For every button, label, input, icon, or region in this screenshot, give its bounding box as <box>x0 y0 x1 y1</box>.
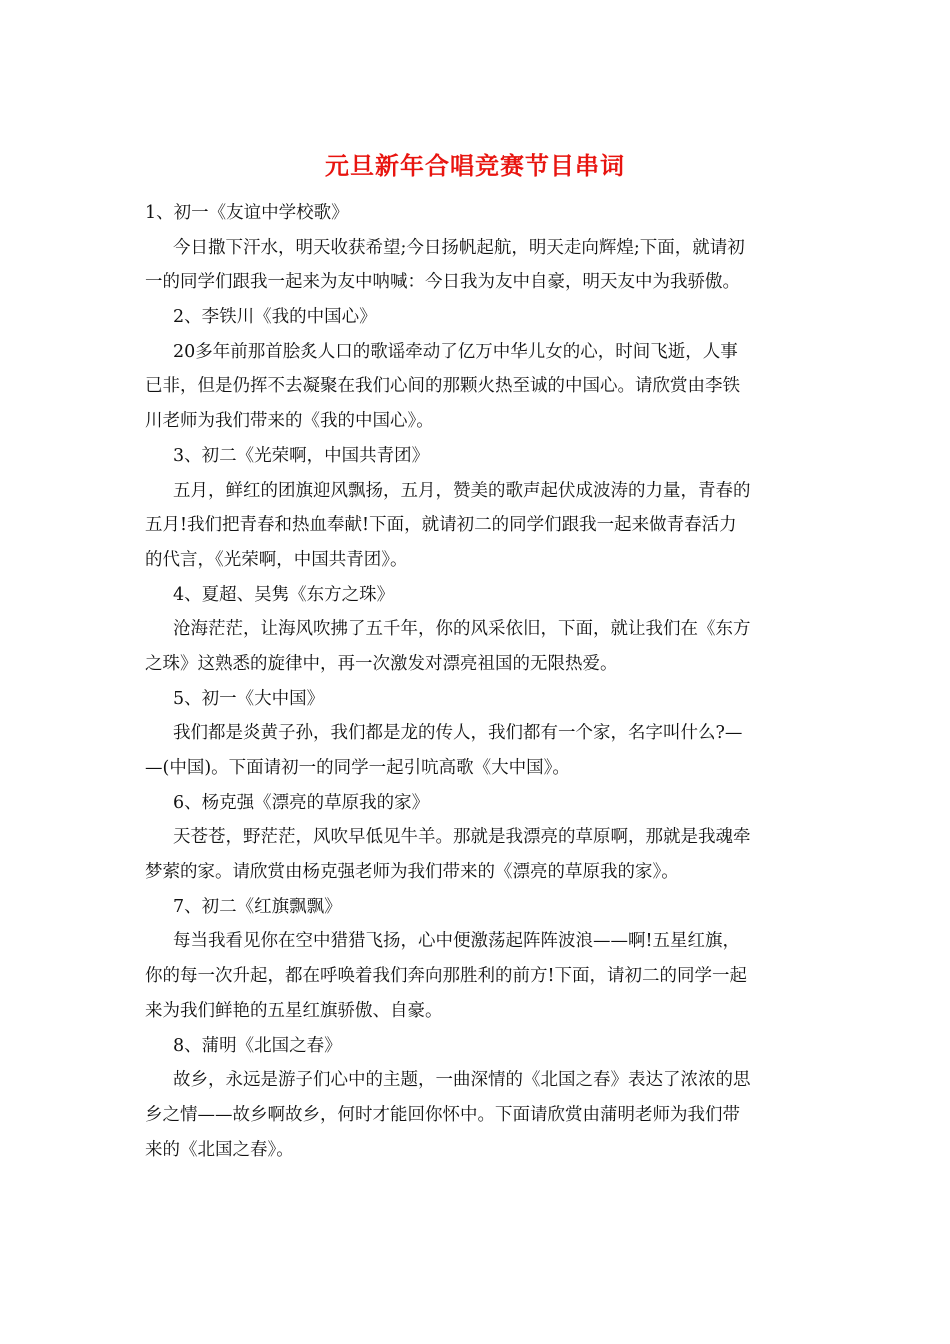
text-line: 五月!我们把青春和热血奉献!下面，就请初二的同学们跟我一起来做青春活力 <box>145 515 737 536</box>
text-line: 川老师为我们带来的《我的中国心》。 <box>145 411 434 432</box>
text-line: 6、杨克强《漂亮的草原我的家》 <box>173 792 430 813</box>
text-line: 每当我看见你在空中猎猎飞扬，心中便激荡起阵阵波浪——啊!五星红旗， <box>173 931 741 952</box>
text-line: 4、夏超、吴隽《东方之珠》 <box>173 584 395 605</box>
text-line: 沧海茫茫，让海风吹拂了五千年，你的风采依旧，下面，就让我们在《东方 <box>173 619 751 640</box>
text-line: 乡之情——故乡啊故乡，何时才能回你怀中。下面请欣赏由蒲明老师为我们带 <box>145 1104 740 1125</box>
text-line: 来的《北国之春》。 <box>145 1139 294 1160</box>
text-line: 来为我们鲜艳的五星红旗骄傲、自豪。 <box>145 1000 443 1021</box>
text-line: 已非，但是仍挥不去凝聚在我们心间的那颗火热至诚的中国心。请欣赏由李铁 <box>145 376 740 397</box>
text-line: 故乡，永远是游子们心中的主题，一曲深情的《北国之春》表达了浓浓的思 <box>173 1070 751 1091</box>
text-line: 的代言，《光荣啊，中国共青团》。 <box>145 549 408 570</box>
text-line: 2、李铁川《我的中国心》 <box>173 307 377 328</box>
text-line: 我们都是炎黄子孙，我们都是龙的传人，我们都有一个家，名字叫什么?— <box>173 723 743 744</box>
text-line: 你的每一次升起，都在呼唤着我们奔向那胜利的前方!下面，请初二的同学一起 <box>145 966 748 987</box>
text-line: 3、初二《光荣啊，中国共青团》 <box>173 445 430 466</box>
text-line: 今日撒下汗水，明天收获希望;今日扬帆起航，明天走向辉煌;下面，就请初 <box>173 237 745 258</box>
text-line: 梦萦的家。请欣赏由杨克强老师为我们带来的《漂亮的草原我的家》。 <box>145 862 679 883</box>
text-line: 之珠》这熟悉的旋律中，再一次激发对漂亮祖国的无限热爱。 <box>145 653 618 674</box>
text-line: 1、初一《友谊中学校歌》 <box>145 203 349 223</box>
text-line: —(中国)。下面请初一的同学一起引吭高歌《大中国》。 <box>145 758 570 778</box>
text-line: 7、初二《红旗飘飘》 <box>173 896 342 917</box>
text-line: 天苍苍，野茫茫，风吹早低见牛羊。那就是我漂亮的草原啊，那就是我魂牵 <box>173 827 751 848</box>
text-line: 20多年前那首脍炙人口的歌谣牵动了亿万中华儿女的心，时间飞逝，人事 <box>173 341 738 362</box>
document-body <box>145 196 810 1167</box>
text-line: 5、初一《大中国》 <box>173 688 325 709</box>
document-title: 元旦新年合唱竞赛节目串词 <box>325 151 625 180</box>
text-line: 8、蒲明《北国之春》 <box>173 1035 342 1056</box>
text-line: 五月，鲜红的团旗迎风飘扬，五月，赞美的歌声起伏成波涛的力量，青春的 <box>173 480 751 501</box>
text-line: 一的同学们跟我一起来为友中呐喊：今日我为友中自豪，明天友中为我骄傲。 <box>145 272 740 293</box>
